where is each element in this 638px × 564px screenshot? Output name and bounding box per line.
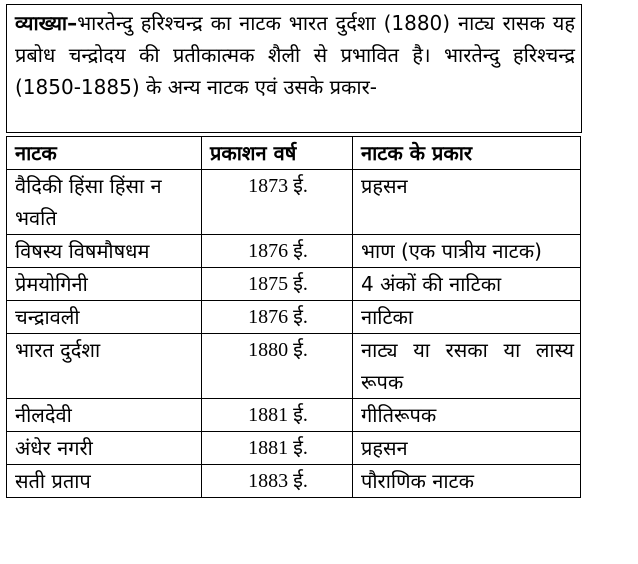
publication-year: 1883 ई. (202, 465, 353, 498)
table-row (7, 235, 581, 268)
explanation-box (6, 4, 582, 133)
play-type: गीतिरूपक (353, 399, 581, 432)
table-row (7, 432, 581, 465)
play-type: प्रहसन (353, 432, 581, 465)
publication-year: 1876 ई. (202, 235, 353, 268)
play-name: चन्द्रावली (7, 301, 202, 334)
publication-year: 1876 ई. (202, 301, 353, 334)
table-row (7, 334, 581, 399)
play-type: नाट्य या रसका या लास्य रूपक (353, 334, 581, 399)
header-year: प्रकाशन वर्ष (202, 137, 353, 170)
publication-year: 1880 ई. (202, 334, 353, 399)
plays-table (6, 136, 581, 498)
publication-year: 1881 ई. (202, 399, 353, 432)
publication-year: 1881 ई. (202, 432, 353, 465)
header-type: नाटक के प्रकार (353, 137, 581, 170)
explanation-text: भारतेन्दु हरिश्चन्द्र का नाटक भारत दुर्दशा (1880) नाट्य रासक यह प्रबोध चन्द्रोदय की प्रतीकात्मक शैली से प्रभावित है। भारतेन्दु हरिश्चन्द्र (1850-1885) के अन्य नाटक एवं उसके प्रकार- (15, 11, 575, 99)
explanation-lead: व्याख्या– (15, 11, 78, 35)
play-name: अंधेर नगरी (7, 432, 202, 465)
explanation-paragraph (7, 5, 581, 133)
table-row (7, 301, 581, 334)
play-type: पौराणिक नाटक (353, 465, 581, 498)
play-name: विषस्य विषमौषधम (7, 235, 202, 268)
play-type: प्रहसन (353, 170, 581, 235)
play-name: नीलदेवी (7, 399, 202, 432)
play-name: प्रेमयोगिनी (7, 268, 202, 301)
play-type: भाण (एक पात्रीय नाटक) (353, 235, 581, 268)
publication-year: 1875 ई. (202, 268, 353, 301)
table-row (7, 170, 581, 235)
table-row (7, 268, 581, 301)
play-type: नाटिका (353, 301, 581, 334)
play-name: सती प्रताप (7, 465, 202, 498)
publication-year: 1873 ई. (202, 170, 353, 235)
play-name: वैदिकी हिंसा हिंसा न भवति (7, 170, 202, 235)
play-name: भारत दुर्दशा (7, 334, 202, 399)
header-play: नाटक (7, 137, 202, 170)
table-header-row (7, 137, 581, 170)
table-row (7, 465, 581, 498)
play-type: 4 अंकों की नाटिका (353, 268, 581, 301)
table-row (7, 399, 581, 432)
